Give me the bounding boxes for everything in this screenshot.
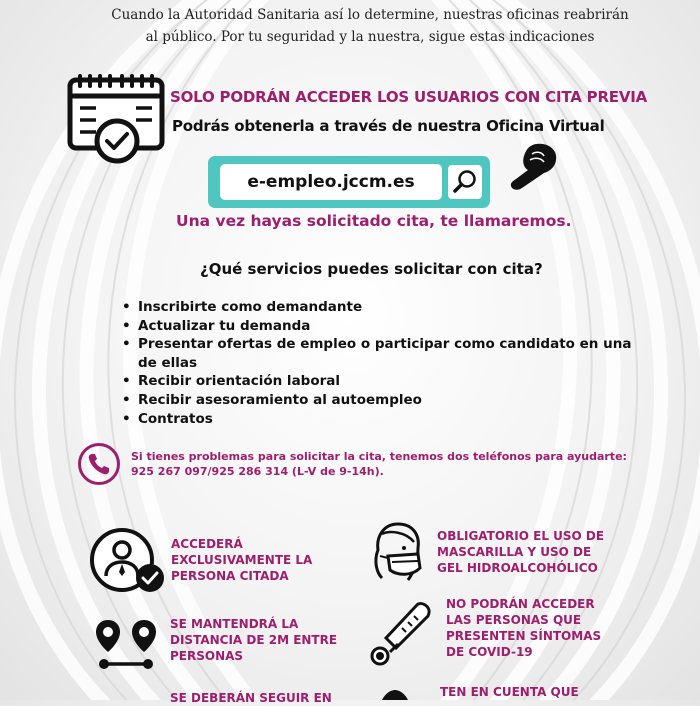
rule-line: NO PODRÁN ACCEDER bbox=[446, 597, 595, 611]
calendar-check-icon bbox=[66, 74, 166, 164]
intro-text bbox=[110, 4, 630, 48]
search-bar bbox=[208, 156, 490, 208]
partial-icon bbox=[378, 688, 412, 700]
phone-icon bbox=[81, 446, 117, 482]
rule-line: EXCLUSIVAMENTE LA bbox=[171, 553, 313, 567]
list-item: • Recibir orientación laboral bbox=[120, 372, 631, 391]
rule-symptoms bbox=[446, 596, 601, 660]
appointment-subhead: Podrás obtenerla a través de nuestra Oficina Virtual bbox=[172, 117, 605, 135]
pointing-hand-icon bbox=[508, 140, 560, 194]
list-item-line: de ellas bbox=[138, 354, 198, 371]
services-question: ¿Qué servicios puedes solicitar con cita? bbox=[200, 260, 543, 278]
rule-line: SE MANTENDRÁ LA bbox=[170, 617, 299, 631]
list-item: • Contratos bbox=[120, 410, 631, 429]
rule-line: OBLIGATORIO EL USO DE bbox=[437, 529, 605, 543]
rule-line: PRESENTEN SÍNTOMAS bbox=[446, 629, 602, 643]
intro-line-1: Cuando la Autoridad Sanitaria así lo determine, nuestras oficinas reabrirán bbox=[111, 7, 629, 23]
search-button[interactable] bbox=[448, 165, 482, 199]
rule-line: ACCEDERÁ bbox=[171, 537, 243, 551]
appointment-headline: SOLO PODRÁN ACCEDER LOS USUARIOS CON CITA PREVIA bbox=[170, 88, 648, 106]
search-icon bbox=[448, 165, 482, 199]
phone-numbers: 925 267 097/925 286 314 (L-V de 9-14h). bbox=[131, 465, 384, 478]
rule-follow bbox=[170, 690, 332, 706]
list-item-line: • Presentar ofertas de empleo o participar como candidato en una bbox=[138, 336, 632, 353]
rule-distance bbox=[170, 616, 337, 664]
search-input[interactable]: e-empleo.jccm.es bbox=[220, 164, 442, 200]
mask-person-icon bbox=[368, 520, 432, 586]
services-list bbox=[120, 298, 631, 428]
rule-line: DE COVID-19 bbox=[446, 645, 533, 659]
person-check-icon bbox=[88, 528, 168, 596]
rule-line: MASCARILLA Y USO DE bbox=[437, 545, 592, 559]
rule-line: GEL HIDROALCOHÓLICO bbox=[437, 561, 598, 575]
intro-line-2: al público. Por tu seguridad y la nuestra, sigue estas indicaciones bbox=[145, 29, 595, 45]
phone-help-line: Si tienes problemas para solicitar la cita, tenemos dos teléfonos para ayudarte: bbox=[131, 450, 627, 463]
phone-help-text bbox=[131, 449, 627, 479]
list-item: • Inscribirte como demandante bbox=[120, 298, 631, 317]
call-note: Una vez hayas solicitado cita, te llamaremos. bbox=[176, 212, 572, 230]
thermometer-icon bbox=[368, 600, 438, 666]
rule-line: PERSONA CITADA bbox=[171, 569, 289, 583]
list-item bbox=[120, 335, 631, 372]
phone-badge bbox=[78, 443, 120, 485]
rule-line: TEN EN CUENTA QUE bbox=[440, 685, 579, 699]
rule-line: DISTANCIA DE 2M ENTRE bbox=[170, 633, 338, 647]
list-item: • Actualizar tu demanda bbox=[120, 317, 631, 336]
rule-line: PERSONAS bbox=[170, 649, 244, 663]
rule-line: SE DEBERÁN SEGUIR EN bbox=[170, 691, 332, 705]
list-item: • Recibir asesoramiento al autoempleo bbox=[120, 391, 631, 410]
rule-mask bbox=[437, 528, 604, 576]
rule-note bbox=[440, 684, 579, 700]
rule-access-only bbox=[171, 536, 312, 584]
location-distance-icon bbox=[94, 618, 160, 672]
rule-line: LAS PERSONAS QUE bbox=[446, 613, 582, 627]
